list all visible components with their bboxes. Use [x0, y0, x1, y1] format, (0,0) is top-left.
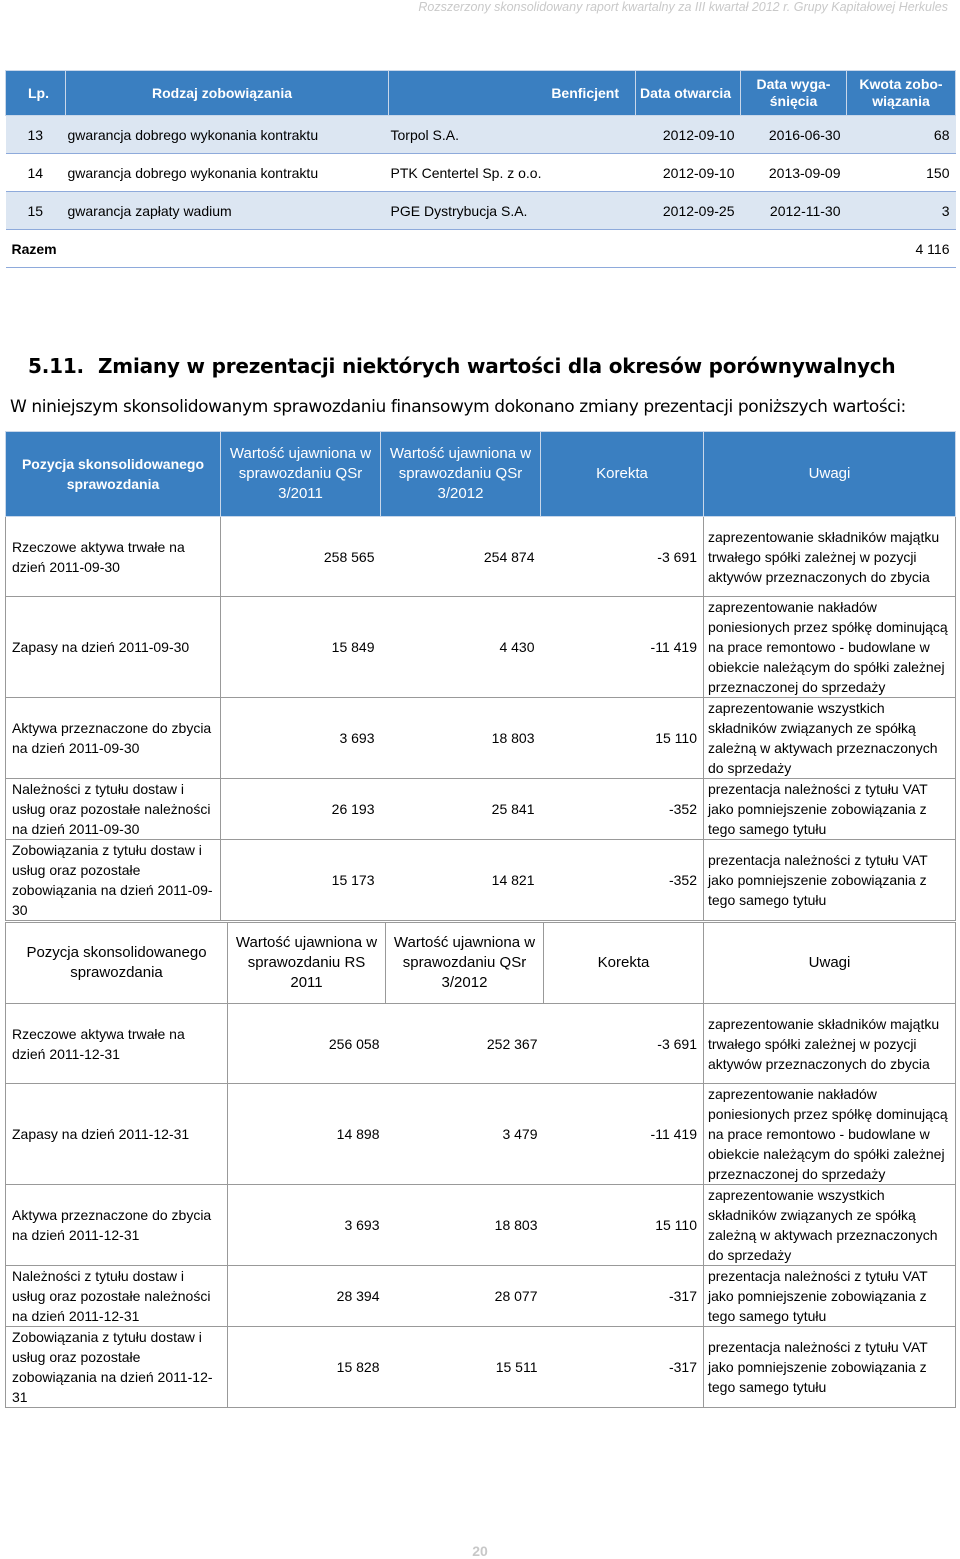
table-row	[6, 779, 956, 840]
running-header: Rozszerzony skonsolidowany raport kwartalny za III kwartał 2012 r. Grupy Kapitałowej Herkules	[418, 0, 948, 14]
cell-notes: prezentacja należności z tytułu VAT jako pomniejszenie zobowiązania z tego samego tytułu	[704, 779, 956, 840]
cell-open-date: 2012-09-10	[636, 154, 741, 192]
cell-value-after: 15 511	[386, 1327, 544, 1408]
cell-value-before: 256 058	[228, 1004, 386, 1084]
cell-position: Należności z tytułu dostaw i usług oraz pozostałe należności na dzień 2011-09-30	[6, 779, 221, 840]
cell-value-after: 18 803	[386, 1185, 544, 1266]
cell-expiry-date: 2013-09-09	[741, 154, 847, 192]
cell-value-before: 28 394	[228, 1266, 386, 1327]
column-header: Pozycja skonsolidowanego sprawozdania	[6, 432, 221, 517]
column-header: Korekta	[544, 923, 704, 1004]
cell-value-after: 18 803	[381, 698, 541, 779]
cell-position: Aktywa przeznaczone do zbycia na dzień 2011-09-30	[6, 698, 221, 779]
table-row	[6, 192, 956, 230]
restatement-table-rs	[5, 922, 956, 1408]
table-row	[6, 1266, 956, 1327]
cell-notes: prezentacja należności z tytułu VAT jako pomniejszenie zobowiązania z tego samego tytułu	[704, 840, 956, 921]
table-row	[6, 698, 956, 779]
cell-value-after: 254 874	[381, 517, 541, 597]
column-header: Kwota zobo-wiązania	[847, 71, 956, 116]
cell-correction: 15 110	[544, 1185, 704, 1266]
column-header: Wartość ujawniona w sprawozdaniu QSr 3/2012	[381, 432, 541, 517]
page-number: 20	[472, 1543, 488, 1559]
column-header: Benficjent	[389, 71, 636, 116]
cell-value-after: 4 430	[381, 597, 541, 698]
column-header: Data wyga-śnięcia	[741, 71, 847, 116]
cell-value-after: 252 367	[386, 1004, 544, 1084]
cell-correction: -11 419	[544, 1084, 704, 1185]
cell-type: gwarancja dobrego wykonania kontraktu	[66, 116, 389, 154]
table-row	[6, 154, 956, 192]
cell-lp: 14	[6, 154, 66, 192]
cell-position: Zapasy na dzień 2011-12-31	[6, 1084, 228, 1185]
cell-correction: -11 419	[541, 597, 704, 698]
cell-open-date: 2012-09-10	[636, 116, 741, 154]
cell-value-after: 3 479	[386, 1084, 544, 1185]
cell-notes: prezentacja należności z tytułu VAT jako pomniejszenie zobowiązania z tego samego tytułu	[704, 1327, 956, 1408]
section-intro: W niniejszym skonsolidowanym sprawozdaniu finansowym dokonano zmiany prezentacji poniższych wartości:	[10, 397, 906, 417]
column-header: Data otwarcia	[636, 71, 741, 116]
cell-position: Rzeczowe aktywa trwałe na dzień 2011-09-30	[6, 517, 221, 597]
column-header: Wartość ujawniona w sprawozdaniu QSr 3/2011	[221, 432, 381, 517]
cell-lp: 15	[6, 192, 66, 230]
table-header-row	[6, 432, 956, 517]
cell-value-before: 15 173	[221, 840, 381, 921]
column-header: Wartość ujawniona w sprawozdaniu RS 2011	[228, 923, 386, 1004]
cell-correction: 15 110	[541, 698, 704, 779]
cell-expiry-date: 2016-06-30	[741, 116, 847, 154]
cell-value-before: 3 693	[228, 1185, 386, 1266]
cell-value-after: 25 841	[381, 779, 541, 840]
table-total-row	[6, 230, 956, 268]
cell-position: Należności z tytułu dostaw i usług oraz pozostałe należności na dzień 2011-12-31	[6, 1266, 228, 1327]
cell-value-before: 3 693	[221, 698, 381, 779]
cell-lp: 13	[6, 116, 66, 154]
cell-position: Zapasy na dzień 2011-09-30	[6, 597, 221, 698]
column-header: Rodzaj zobowiązania	[66, 71, 389, 116]
cell-value-after: 14 821	[381, 840, 541, 921]
cell-beneficiary: Torpol S.A.	[389, 116, 636, 154]
table-row	[6, 840, 956, 921]
cell-correction: -3 691	[544, 1004, 704, 1084]
cell-type: gwarancja zapłaty wadium	[66, 192, 389, 230]
cell-value-before: 26 193	[221, 779, 381, 840]
table-row	[6, 1004, 956, 1084]
column-header: Wartość ujawniona w sprawozdaniu QSr 3/2012	[386, 923, 544, 1004]
cell-notes: zaprezentowanie wszystkich składników związanych ze spółką zależną w aktywach przeznaczonych do sprzedaży	[704, 1185, 956, 1266]
table-row	[6, 597, 956, 698]
total-label: Razem	[6, 230, 847, 268]
cell-notes: prezentacja należności z tytułu VAT jako pomniejszenie zobowiązania z tego samego tytułu	[704, 1266, 956, 1327]
table-row	[6, 1084, 956, 1185]
cell-type: gwarancja dobrego wykonania kontraktu	[66, 154, 389, 192]
column-header: Pozycja skonsolidowanego sprawozdania	[6, 923, 228, 1004]
column-header: Korekta	[541, 432, 704, 517]
cell-amount: 150	[847, 154, 956, 192]
table-row	[6, 1185, 956, 1266]
cell-position: Rzeczowe aktywa trwałe na dzień 2011-12-31	[6, 1004, 228, 1084]
section-title: Zmiany w prezentacji niektórych wartości dla okresów porównywalnych	[98, 354, 896, 378]
table-header-row	[6, 71, 956, 116]
column-header: Lp.	[6, 71, 66, 116]
guarantees-table	[5, 70, 956, 268]
section-number: 5.11.	[28, 354, 84, 378]
cell-expiry-date: 2012-11-30	[741, 192, 847, 230]
cell-value-before: 15 849	[221, 597, 381, 698]
table-header-row	[6, 923, 956, 1004]
section-heading	[28, 354, 895, 378]
table-row	[6, 517, 956, 597]
table-row	[6, 116, 956, 154]
cell-notes: zaprezentowanie składników majątku trwałego spółki zależnej w pozycji aktywów przeznaczonych do zbycia	[704, 1004, 956, 1084]
column-header: Uwagi	[704, 923, 956, 1004]
cell-open-date: 2012-09-25	[636, 192, 741, 230]
cell-value-after: 28 077	[386, 1266, 544, 1327]
cell-position: Zobowiązania z tytułu dostaw i usług oraz pozostałe zobowiązania na dzień 2011-09-30	[6, 840, 221, 921]
cell-amount: 3	[847, 192, 956, 230]
cell-value-before: 15 828	[228, 1327, 386, 1408]
restatement-table-qsr	[5, 431, 956, 921]
cell-value-before: 258 565	[221, 517, 381, 597]
cell-correction: -352	[541, 840, 704, 921]
cell-position: Aktywa przeznaczone do zbycia na dzień 2011-12-31	[6, 1185, 228, 1266]
cell-value-before: 14 898	[228, 1084, 386, 1185]
cell-correction: -317	[544, 1266, 704, 1327]
cell-correction: -317	[544, 1327, 704, 1408]
cell-notes: zaprezentowanie składników majątku trwałego spółki zależnej w pozycji aktywów przeznaczonych do zbycia	[704, 517, 956, 597]
cell-correction: -3 691	[541, 517, 704, 597]
cell-notes: zaprezentowanie nakładów poniesionych przez spółkę dominującą na prace remontowo - budowlane w obiekcie należącym do spółki zależnej przeznaczonej do sprzedaży	[704, 1084, 956, 1185]
cell-correction: -352	[541, 779, 704, 840]
cell-notes: zaprezentowanie wszystkich składników związanych ze spółką zależną w aktywach przeznaczonych do sprzedaży	[704, 698, 956, 779]
cell-beneficiary: PGE Dystrybucja S.A.	[389, 192, 636, 230]
table-row	[6, 1327, 956, 1408]
cell-amount: 68	[847, 116, 956, 154]
total-value: 4 116	[847, 230, 956, 268]
cell-position: Zobowiązania z tytułu dostaw i usług oraz pozostałe zobowiązania na dzień 2011-12-31	[6, 1327, 228, 1408]
cell-notes: zaprezentowanie nakładów poniesionych przez spółkę dominującą na prace remontowo - budowlane w obiekcie należącym do spółki zależnej przeznaczonej do sprzedaży	[704, 597, 956, 698]
column-header: Uwagi	[704, 432, 956, 517]
cell-beneficiary: PTK Centertel Sp. z o.o.	[389, 154, 636, 192]
